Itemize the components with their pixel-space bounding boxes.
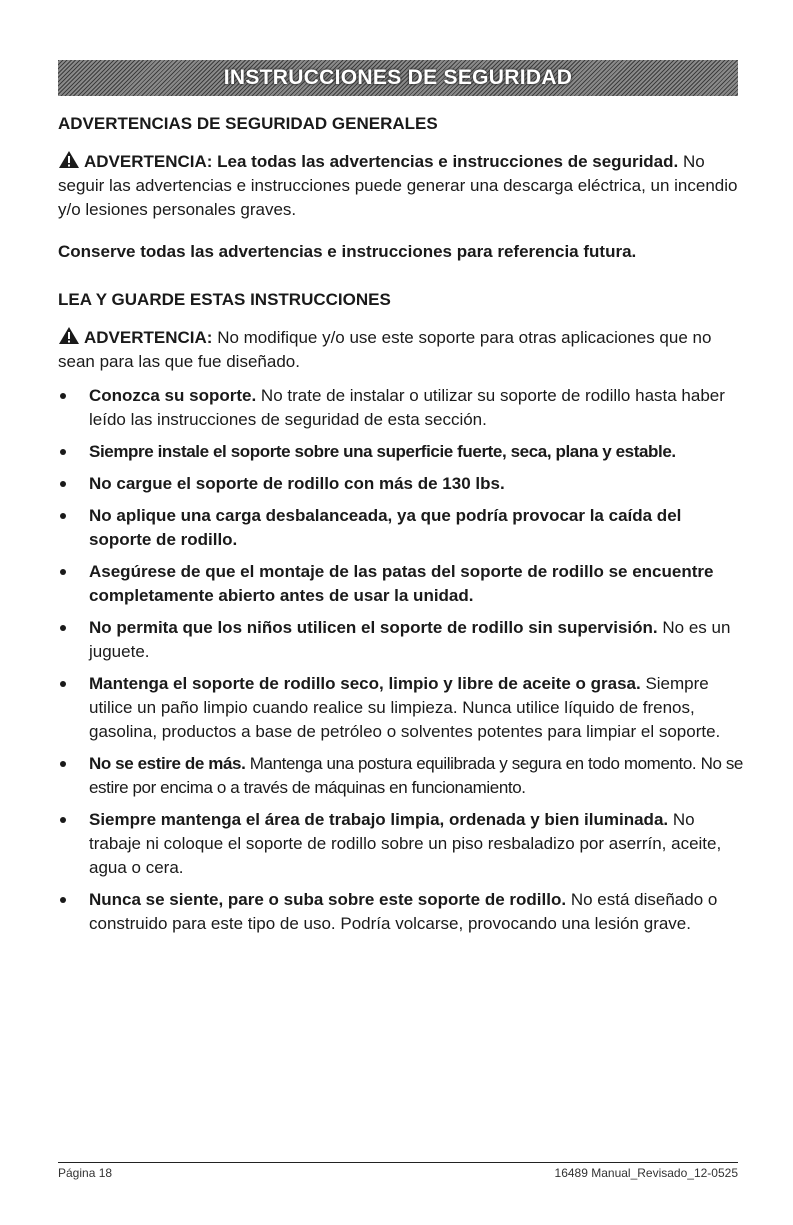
rule-bold: No cargue el soporte de rodillo con más de 130 lbs. (89, 474, 505, 493)
page-number: Página 18 (58, 1166, 113, 1180)
general-warning-text: No seguir las advertencias e instrucciones puede generar una descarga eléctrica, un incendio y/o lesiones personales graves. (58, 152, 738, 219)
list-item (58, 888, 748, 936)
bullet-icon (60, 625, 66, 631)
document-id: 16489 Manual_Revisado_12-0525 (554, 1166, 738, 1180)
bullet-icon (60, 761, 66, 767)
list-item (58, 560, 748, 608)
modify-warning (58, 326, 748, 374)
bullet-icon (60, 449, 66, 455)
list-item (58, 504, 748, 552)
bullet-icon (60, 897, 66, 903)
rule-text: Siempre utilice un paño limpio cuando realice su limpieza. Nunca utilice líquido de frenos, gasolina, productos a base de petróleo o solventes potentes para limpiar el soporte. (89, 674, 721, 741)
rule-bold: Conozca su soporte. (89, 386, 257, 405)
warning-triangle-icon (58, 150, 80, 169)
list-item (58, 672, 748, 744)
rule-bold: No permita que los niños utilicen el soporte de rodillo sin supervisión. (89, 618, 658, 637)
footer-divider (58, 1162, 738, 1163)
general-warning (58, 150, 748, 222)
rule-bold: No se estire de más. (89, 754, 246, 773)
rule-text: No está diseñado o construido para este tipo de uso. Podría volcarse, provocando una lesión grave. (89, 890, 718, 933)
rule-bold: Asegúrese de que el montaje de las patas del soporte de rodillo se encuentre completamente abierto antes de usar la unidad. (89, 562, 714, 605)
list-item (58, 384, 748, 432)
section-title-general: ADVERTENCIAS DE SEGURIDAD GENERALES (58, 114, 438, 133)
rule-text: No trabaje ni coloque el soporte de rodillo sobre un piso resbaladizo por aserrín, aceite, agua o cera. (89, 810, 722, 877)
rule-bold: Siempre instale el soporte sobre una superficie fuerte, seca, plana y estable. (89, 442, 676, 461)
list-item (58, 440, 748, 464)
rule-bold: Nunca se siente, pare o suba sobre este soporte de rodillo. (89, 890, 567, 909)
rule-text: No es un juguete. (89, 618, 731, 661)
warning-triangle-icon (58, 326, 80, 345)
modify-warning-text: No modifique y/o use este soporte para otras aplicaciones que no sean para las que fue diseñado. (58, 328, 712, 371)
keep-instructions-note: Conserve todas las advertencias e instrucciones para referencia futura. (58, 242, 637, 261)
safety-rules-list (58, 384, 748, 936)
rule-text: No trate de instalar o utilizar su soporte de rodillo hasta haber leído las instrucciones de seguridad de esta sección. (89, 386, 725, 429)
section-banner (58, 60, 738, 96)
list-item (58, 752, 748, 800)
bullet-icon (60, 681, 66, 687)
modify-warning-bold: ADVERTENCIA: (84, 328, 213, 347)
list-item (58, 616, 748, 664)
list-item (58, 808, 748, 880)
section-title-read-save: LEA Y GUARDE ESTAS INSTRUCCIONES (58, 290, 391, 309)
banner-title: INSTRUCCIONES DE SEGURIDAD (223, 66, 573, 89)
general-warning-bold: ADVERTENCIA: Lea todas las advertencias e instrucciones de seguridad. (84, 152, 679, 171)
bullet-icon (60, 513, 66, 519)
bullet-icon (60, 393, 66, 399)
rule-bold: Siempre mantenga el área de trabajo limpia, ordenada y bien iluminada. (89, 810, 669, 829)
bullet-icon (60, 817, 66, 823)
page-footer (58, 1166, 738, 1180)
page-content (58, 112, 748, 944)
bullet-icon (60, 481, 66, 487)
bullet-icon (60, 569, 66, 575)
rule-text: Mantenga una postura equilibrada y segura en todo momento. No se estire por encima o a través de máquinas en funcionamiento. (89, 754, 743, 797)
rule-bold: No aplique una carga desbalanceada, ya que podría provocar la caída del soporte de rodillo. (89, 506, 682, 549)
list-item (58, 472, 748, 496)
rule-bold: Mantenga el soporte de rodillo seco, limpio y libre de aceite o grasa. (89, 674, 641, 693)
